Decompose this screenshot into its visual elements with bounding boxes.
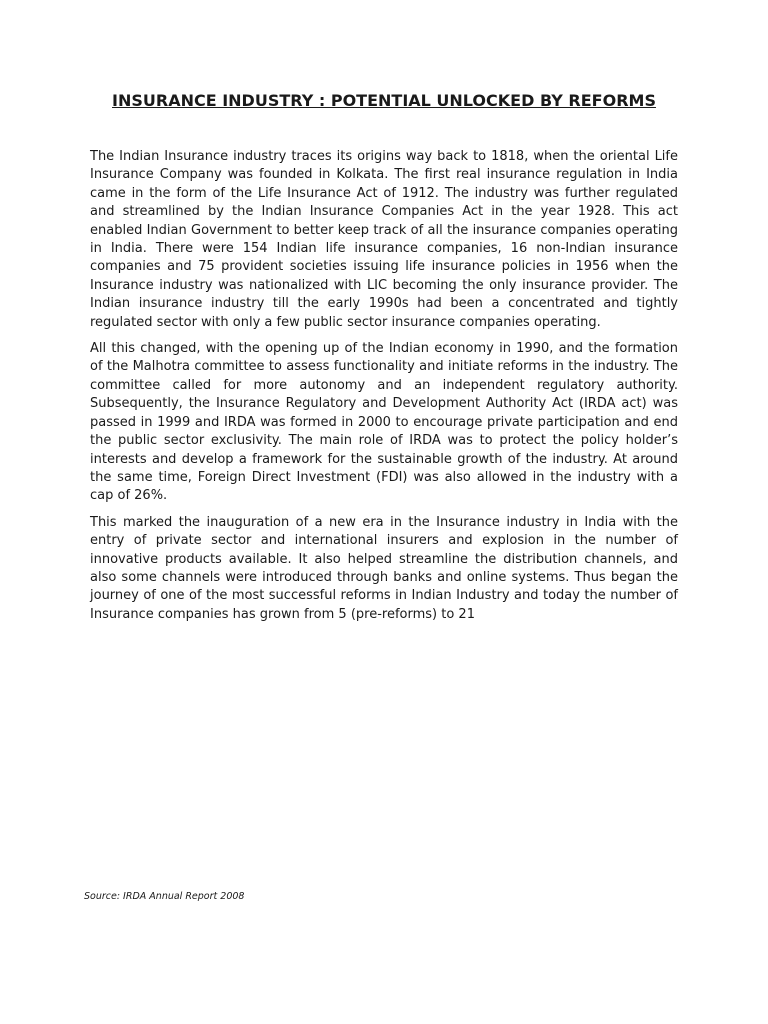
document-title: INSURANCE INDUSTRY : POTENTIAL UNLOCKED BY REFORMS <box>112 91 656 110</box>
source-footnote: Source: IRDA Annual Report 2008 <box>84 891 245 902</box>
paragraph-new-era: This marked the inauguration of a new era in the Insurance industry in India with the entry of private sector and international insurers and explosion in the number of innovative products available. It also helped streamline the distribution channels, and also some channels were introduced through banks and online systems. Thus began the journey of one of the most successful reforms in Indian Industry and today the number of Insurance companies has grown from 5 (pre-reforms) to 21 <box>90 514 678 622</box>
paragraph-reforms: All this changed, with the opening up of the Indian economy in 1990, and the formation of the Malhotra committee to assess functionality and initiate reforms in the industry. The committee called for more autonomy and an independent regulatory authority. Subsequently, the Insurance Regulatory and Development Authority Act (IRDA act) was passed in 1999 and IRDA was formed in 2000 to encourage private participation and end the public sector exclusivity. The main role of IRDA was to protect the policy holder’s interests and develop a framework for the sustainable growth of the industry. At around the same time, Foreign Direct Investment (FDI) was also allowed in the industry with a cap of 26%. <box>90 341 678 504</box>
document-body <box>90 148 678 632</box>
paragraph-origins: The Indian Insurance industry traces its origins way back to 1818, when the oriental Life Insurance Company was founded in Kolkata. The first real insurance regulation in India came in the form of the Life Insurance Act of 1912. The industry was further regulated and streamlined by the Indian Insurance Companies Act in the year 1928. This act enabled Indian Government to better keep track of all the insurance companies operating in India. There were 154 Indian life insurance companies, 16 non-Indian insurance companies and 75 provident societies issuing life insurance policies in 1956 when the Insurance industry was nationalized with LIC becoming the only insurance provider. The Indian insurance industry till the early 1990s had been a concentrated and tightly regulated sector with only a few public sector insurance companies operating. <box>90 149 678 330</box>
